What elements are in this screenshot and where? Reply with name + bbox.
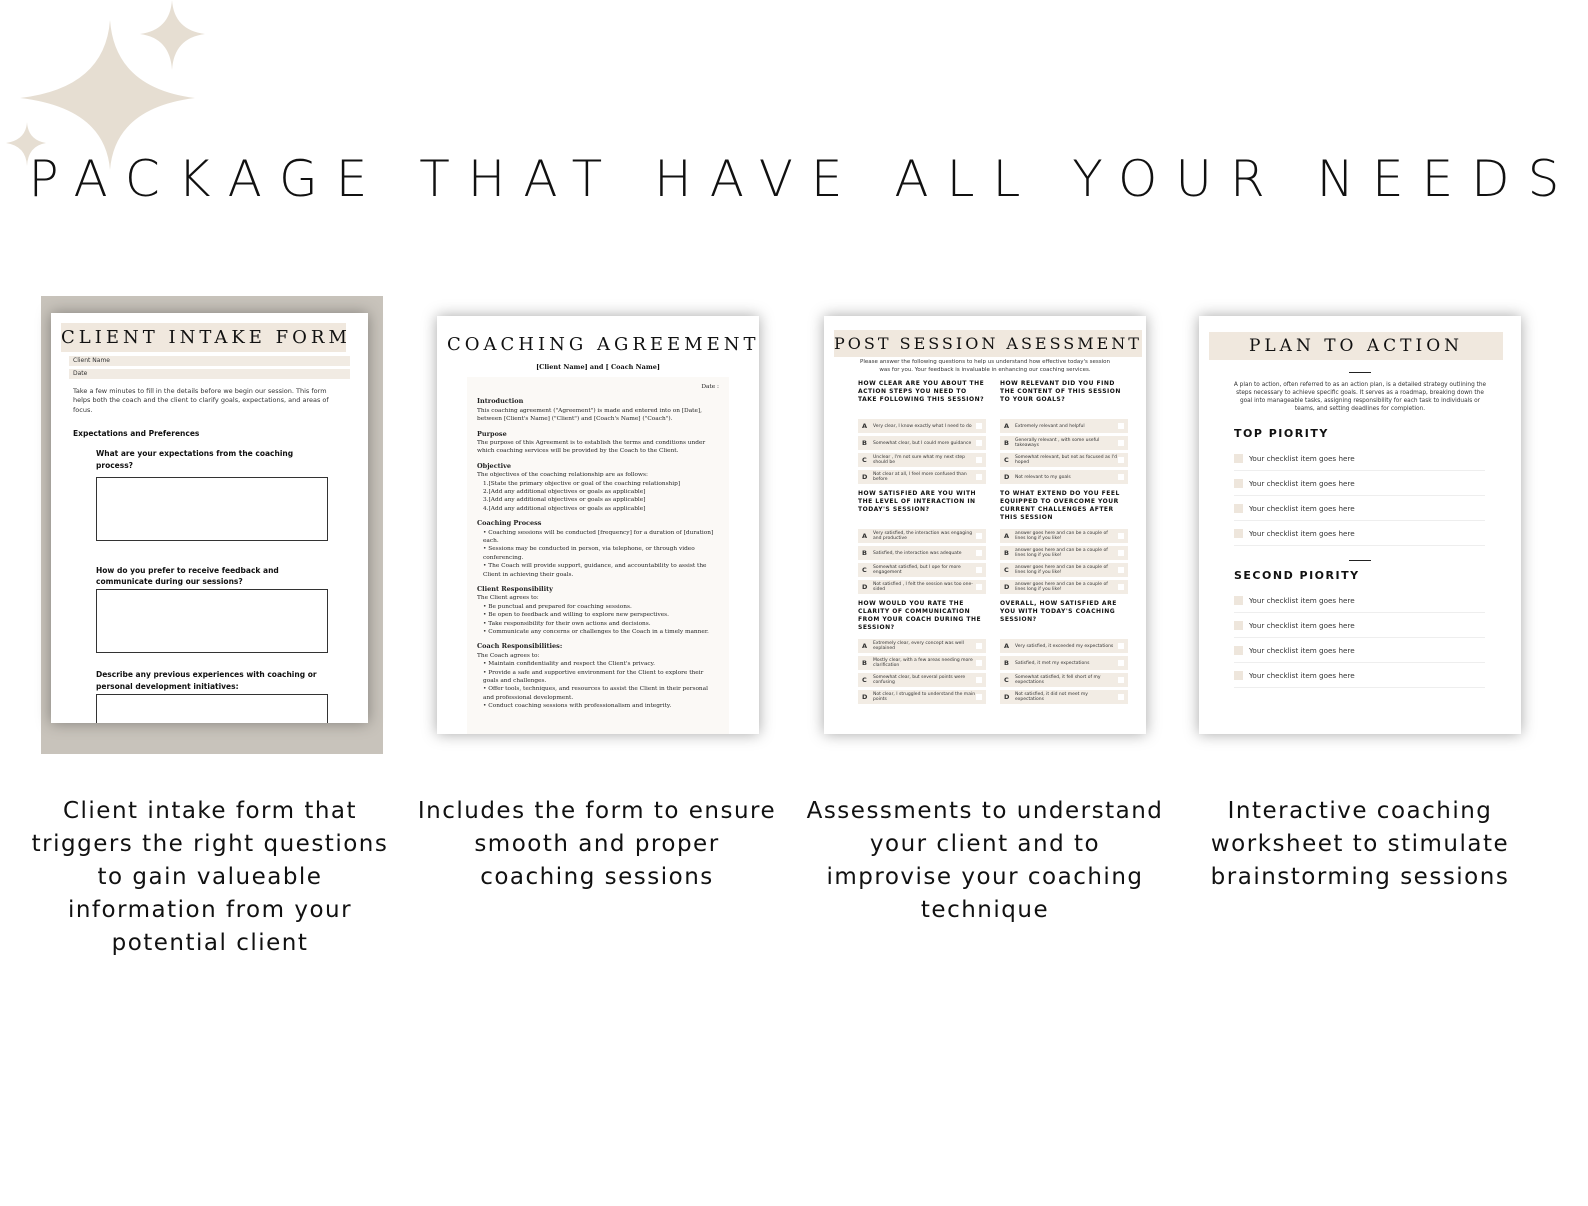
option-text: Unclear , I'm not sure what my next step should be bbox=[873, 455, 965, 466]
checklist-item[interactable]: Your checklist item goes here bbox=[1234, 471, 1485, 496]
option-letter: B bbox=[862, 549, 867, 558]
caption-assessment: Assessments to understand your client and to improvise your coaching technique bbox=[806, 798, 1164, 923]
post-session-assessment-preview bbox=[824, 316, 1146, 734]
objective-item: 2.[Add any additional objectives or goals as applicable] bbox=[483, 489, 646, 495]
checkbox-icon[interactable] bbox=[976, 457, 982, 463]
option-text: Somewhat clear, but I could more guidance bbox=[873, 440, 972, 446]
answer-option[interactable] bbox=[858, 453, 986, 467]
option-text: answer goes here and can be a couple of lines long if you like! bbox=[1015, 565, 1108, 576]
answer-option[interactable] bbox=[858, 690, 986, 704]
answer-option[interactable] bbox=[1000, 563, 1128, 577]
option-letter: B bbox=[862, 659, 867, 668]
question-text: HOW SATISFIED ARE YOU WITH THE LEVEL OF INTERACTION IN TODAY'S SESSION? bbox=[858, 490, 977, 513]
second-priority-heading: SECOND PIORITY bbox=[1234, 569, 1360, 583]
checkbox-icon[interactable] bbox=[1118, 550, 1124, 556]
option-text: Not relevant to my goals bbox=[1015, 474, 1071, 480]
option-letter: D bbox=[862, 473, 868, 482]
checklist-item[interactable]: Your checklist item goes here bbox=[1234, 446, 1485, 471]
answer-option[interactable] bbox=[858, 436, 986, 450]
answer-option[interactable] bbox=[1000, 673, 1128, 687]
intro-text: This coaching agreement ("Agreement") is made and entered into on [Date], between [Client's Name] ("Client") and [Coach's Name] ("Coach"). bbox=[477, 407, 703, 423]
objective-item: 3.[Add any additional objectives or goals as applicable] bbox=[483, 497, 646, 504]
caption-plan-to-action: Interactive coaching worksheet to stimulate brainstorming sessions bbox=[1210, 798, 1510, 890]
intro-text: A plan to action, often referred to as an action plan, is a detailed strategy outlining the steps necessary to achieve specific goals. It serves as a roadmap, breaking down the goal into manageable tasks, assigning responsibility for each task to individuals or teams, and setting deadlines for completion. bbox=[1233, 382, 1487, 413]
agreement-body bbox=[467, 377, 729, 734]
option-letter: A bbox=[1004, 642, 1010, 651]
option-letter: A bbox=[862, 642, 868, 651]
purpose-text: The purpose of this Agreement is to establish the terms and conditions under which coaching services will be provided by the Coach to the Client. bbox=[477, 440, 706, 455]
answer-option[interactable] bbox=[1000, 546, 1128, 560]
option-letter: A bbox=[862, 532, 868, 541]
client-heading: Client Responsibility bbox=[477, 584, 553, 593]
question-text: HOW CLEAR ARE YOU ABOUT THE ACTION STEPS YOU NEED TO TAKE FOLLOWING THIS SESSION? bbox=[858, 380, 985, 403]
option-letter: C bbox=[1004, 566, 1009, 575]
option-letter: B bbox=[1004, 549, 1009, 558]
option-text: answer goes here and can be a couple of lines long if you like! bbox=[1015, 582, 1108, 593]
option-letter: D bbox=[862, 583, 868, 592]
checkbox-icon[interactable] bbox=[1234, 479, 1243, 488]
checkbox-icon[interactable] bbox=[976, 584, 982, 590]
checkbox-icon[interactable] bbox=[1118, 660, 1124, 666]
checkbox-icon[interactable] bbox=[976, 440, 982, 446]
answer-option[interactable] bbox=[1000, 529, 1128, 543]
coaching-agreement-preview bbox=[437, 316, 759, 734]
purpose-heading: Purpose bbox=[477, 429, 507, 438]
client-item: • Communicate any concerns or challenges to the Coach in a timely manner. bbox=[483, 628, 709, 635]
option-letter: D bbox=[1004, 473, 1010, 482]
assessment-question bbox=[1000, 490, 1128, 594]
option-letter: C bbox=[1004, 676, 1009, 685]
option-text: Not clear, I struggled to understand the main points bbox=[873, 692, 976, 703]
objective-item: 4.[Add any additional objectives or goals as applicable] bbox=[483, 505, 646, 512]
checkbox-icon[interactable] bbox=[1118, 440, 1124, 446]
objective-text: The objectives of the coaching relationship are as follows: bbox=[477, 472, 648, 479]
checkbox-icon[interactable] bbox=[976, 677, 982, 683]
intro-heading: Introduction bbox=[477, 397, 524, 406]
assessment-question bbox=[1000, 600, 1128, 704]
coach-item: • Provide a safe and supportive environment for the Client to explore their goals and challenges. bbox=[483, 669, 704, 684]
question-text: HOW RELEVANT DID YOU FIND THE CONTENT OF THIS SESSION TO YOUR GOALS? bbox=[1000, 380, 1121, 403]
caption-client-intake: Client intake form that triggers the right questions to gain valueable information from your potential client bbox=[31, 798, 389, 956]
process-heading: Coaching Process bbox=[477, 519, 542, 528]
assessment-question bbox=[858, 380, 986, 484]
option-text: Not satisfied, it did not meet my expectations bbox=[1015, 692, 1088, 703]
option-text: Somewhat satisfied, but I ope for more engagement bbox=[873, 565, 961, 576]
option-text: Somewhat satisfied, it fell short of my expectations bbox=[1015, 675, 1101, 686]
process-item: • Sessions may be conducted in person, via telephone, or through video conferencing. bbox=[483, 546, 695, 561]
doc-title: PLAN TO ACTION bbox=[1209, 332, 1503, 360]
doc-title: CLIENT INTAKE FORM bbox=[61, 323, 346, 352]
checkbox-icon[interactable] bbox=[976, 660, 982, 666]
checkbox-icon[interactable] bbox=[976, 567, 982, 573]
option-text: Somewhat clear, but several points were confusing bbox=[873, 675, 966, 686]
option-text: Extremely clear, every concept was well explained bbox=[873, 641, 964, 652]
checklist-item[interactable]: Your checklist item goes here bbox=[1234, 496, 1485, 521]
option-letter: B bbox=[1004, 659, 1009, 668]
parties-header: [Client Name] and [ Coach Name] bbox=[536, 363, 660, 371]
option-letter: B bbox=[1004, 439, 1009, 448]
checkbox-icon[interactable] bbox=[976, 423, 982, 429]
client-name-field: Client Name bbox=[69, 356, 350, 366]
checkbox-icon[interactable] bbox=[976, 643, 982, 649]
checkbox-icon[interactable] bbox=[1234, 671, 1243, 680]
option-text: Somewhat relevant, but not as focused as I'd hoped bbox=[1015, 455, 1117, 466]
checkbox-icon[interactable] bbox=[976, 694, 982, 700]
assessment-question bbox=[858, 600, 986, 704]
coach-item: • Conduct coaching sessions with professionalism and integrity. bbox=[483, 703, 672, 710]
date-label: Date : bbox=[701, 384, 719, 390]
date-field: Date bbox=[69, 369, 350, 379]
checkbox-icon[interactable] bbox=[1234, 646, 1243, 655]
doc-title: POST SESSION ASESSMENT bbox=[834, 330, 1142, 357]
process-item: • Coaching sessions will be conducted [frequency] for a duration of [duration] each. bbox=[483, 529, 714, 544]
option-text: Extremely relevant and helpful bbox=[1015, 423, 1085, 429]
client-intake-form-preview bbox=[51, 313, 368, 723]
checkbox-icon[interactable] bbox=[1118, 567, 1124, 573]
option-text: Mostly clear, with a few areas needing more clarification bbox=[873, 658, 973, 669]
checkbox-icon[interactable] bbox=[976, 474, 982, 480]
answer-option[interactable] bbox=[1000, 656, 1128, 670]
checklist-item[interactable]: Your checklist item goes here bbox=[1234, 588, 1485, 613]
checkbox-icon[interactable] bbox=[1118, 533, 1124, 539]
checkbox-icon[interactable] bbox=[976, 533, 982, 539]
client-intro: The Client agrees to: bbox=[477, 595, 539, 602]
option-text: Very satisfied, the interaction was engaging and productive bbox=[873, 531, 973, 542]
option-letter: C bbox=[862, 566, 867, 575]
answer-option[interactable] bbox=[858, 529, 986, 543]
answer-option[interactable] bbox=[858, 580, 986, 594]
objective-heading: Objective bbox=[477, 461, 512, 470]
option-text: Satisfied, it met my expectations bbox=[1015, 660, 1090, 666]
checklist-item[interactable]: Your checklist item goes here bbox=[1234, 663, 1485, 688]
coach-item: • Maintain confidentiality and respect the Client's privacy. bbox=[483, 661, 655, 668]
doc-title: COACHING AGREEMENT bbox=[447, 334, 759, 355]
client-item: • Be punctual and prepared for coaching sessions. bbox=[483, 603, 632, 610]
option-text: Satisfied, the interaction was adequate bbox=[873, 550, 962, 556]
option-letter: C bbox=[862, 456, 867, 465]
coach-intro: The Coach agrees to: bbox=[477, 652, 540, 659]
objective-item: 1.[State the primary objective or goal of the coaching relationship] bbox=[483, 480, 681, 487]
plan-to-action-preview bbox=[1199, 316, 1521, 734]
checkbox-icon[interactable] bbox=[1118, 694, 1124, 700]
process-item: • The Coach will provide support, guidance, and accountability to assist the Client in achieving their goals. bbox=[483, 563, 707, 578]
checkbox-icon[interactable] bbox=[1234, 529, 1243, 538]
checkbox-icon[interactable] bbox=[1118, 677, 1124, 683]
checkbox-icon[interactable] bbox=[1234, 621, 1243, 630]
option-text: Very satisfied, it exceeded my expectations bbox=[1015, 643, 1114, 649]
question-text: OVERALL, HOW SATISFIED ARE YOU WITH TODAY'S COACHING SESSION? bbox=[1000, 600, 1117, 623]
answer-option[interactable] bbox=[1000, 436, 1128, 450]
client-item: • Be open to feedback and willing to explore new perspectives. bbox=[483, 612, 669, 619]
option-letter: B bbox=[862, 439, 867, 448]
checklist-item[interactable]: Your checklist item goes here bbox=[1234, 613, 1485, 638]
divider bbox=[1349, 372, 1371, 373]
divider bbox=[1349, 560, 1371, 561]
answer-option[interactable] bbox=[1000, 580, 1128, 594]
option-letter: A bbox=[862, 422, 868, 431]
coach-item: • Offer tools, techniques, and resources to assist the Client in their personal and professional development. bbox=[483, 686, 708, 701]
question-1: What are your expectations from the coaching process? bbox=[96, 449, 294, 470]
checkbox-icon[interactable] bbox=[1118, 457, 1124, 463]
answer-option[interactable] bbox=[1000, 639, 1128, 653]
option-text: Not clear at all, I feel more confused than before bbox=[873, 472, 967, 483]
question-3: Describe any previous experiences with coaching or personal development initiatives: bbox=[96, 670, 317, 691]
checkbox-icon[interactable] bbox=[1118, 643, 1124, 649]
answer-option[interactable] bbox=[858, 673, 986, 687]
option-text: answer goes here and can be a couple of lines long if you like! bbox=[1015, 548, 1108, 559]
intro-text: Take a few minutes to fill in the details before we begin our session. This form helps both the coach and the client to clarify goals, expectations, and areas of focus. bbox=[73, 387, 329, 414]
option-letter: A bbox=[1004, 422, 1010, 431]
question-2: How do you prefer to receive feedback and communicate during our sessions? bbox=[96, 565, 279, 587]
answer-box-2 bbox=[96, 589, 328, 653]
option-text: Very clear, I know exactly what I need to do bbox=[873, 423, 972, 429]
checkbox-icon[interactable] bbox=[1118, 423, 1124, 429]
answer-option[interactable] bbox=[1000, 470, 1128, 484]
checkbox-icon[interactable] bbox=[1118, 474, 1124, 480]
page-title: PACKAGE THAT HAVE ALL YOUR NEEDS bbox=[28, 150, 1578, 208]
answer-option[interactable] bbox=[1000, 419, 1128, 433]
caption-coaching-agreement: Includes the form to ensure smooth and proper coaching sessions bbox=[417, 798, 777, 890]
client-item: • Take responsibility for their own actions and decisions. bbox=[483, 620, 651, 627]
option-text: answer goes here and can be a couple of lines long if you like! bbox=[1015, 531, 1108, 542]
option-text: Not satisfied , I felt the session was too one-sided bbox=[873, 582, 973, 593]
answer-option[interactable] bbox=[858, 656, 986, 670]
option-letter: C bbox=[862, 676, 867, 685]
answer-option[interactable] bbox=[858, 546, 986, 560]
section-heading: Expectations and Preferences bbox=[73, 429, 200, 439]
answer-option[interactable] bbox=[1000, 453, 1128, 467]
checkbox-icon[interactable] bbox=[1234, 596, 1243, 605]
assessment-question bbox=[1000, 380, 1128, 484]
answer-box-1 bbox=[96, 477, 328, 541]
question-grid bbox=[858, 380, 1128, 704]
intro-text: Please answer the following questions to help us understand how effective today's session was for you. Your feedback is invaluable in enhancing our coaching services. bbox=[860, 359, 1110, 373]
checkbox-icon[interactable] bbox=[1118, 584, 1124, 590]
option-letter: D bbox=[1004, 583, 1010, 592]
top-priority-heading: TOP PIORITY bbox=[1234, 427, 1329, 441]
answer-box-3 bbox=[96, 694, 328, 723]
option-letter: C bbox=[1004, 456, 1009, 465]
checklist-item[interactable]: Your checklist item goes here bbox=[1234, 521, 1485, 546]
checkbox-icon[interactable] bbox=[976, 550, 982, 556]
checkbox-icon[interactable] bbox=[1234, 454, 1243, 463]
question-text: TO WHAT EXTEND DO YOU FEEL EQUIPPED TO OVERCOME YOUR CURRENT CHALLENGES AFTER THIS SESSION bbox=[1000, 490, 1120, 521]
checklist-item[interactable]: Your checklist item goes here bbox=[1234, 638, 1485, 663]
coach-heading: Coach Responsibilities: bbox=[477, 642, 563, 651]
checkbox-icon[interactable] bbox=[1234, 504, 1243, 513]
option-letter: A bbox=[1004, 532, 1010, 541]
answer-option[interactable] bbox=[858, 639, 986, 653]
answer-option[interactable] bbox=[1000, 690, 1128, 704]
answer-option[interactable] bbox=[858, 563, 986, 577]
option-letter: D bbox=[862, 693, 868, 702]
option-text: Generally relevant , with some useful takeaways bbox=[1015, 438, 1100, 449]
answer-option[interactable] bbox=[858, 470, 986, 484]
assessment-question bbox=[858, 490, 986, 594]
option-letter: D bbox=[1004, 693, 1010, 702]
answer-option[interactable] bbox=[858, 419, 986, 433]
question-text: HOW WOULD YOU RATE THE CLARITY OF COMMUNICATION FROM YOUR COACH DURING THE SESSION? bbox=[858, 600, 982, 631]
